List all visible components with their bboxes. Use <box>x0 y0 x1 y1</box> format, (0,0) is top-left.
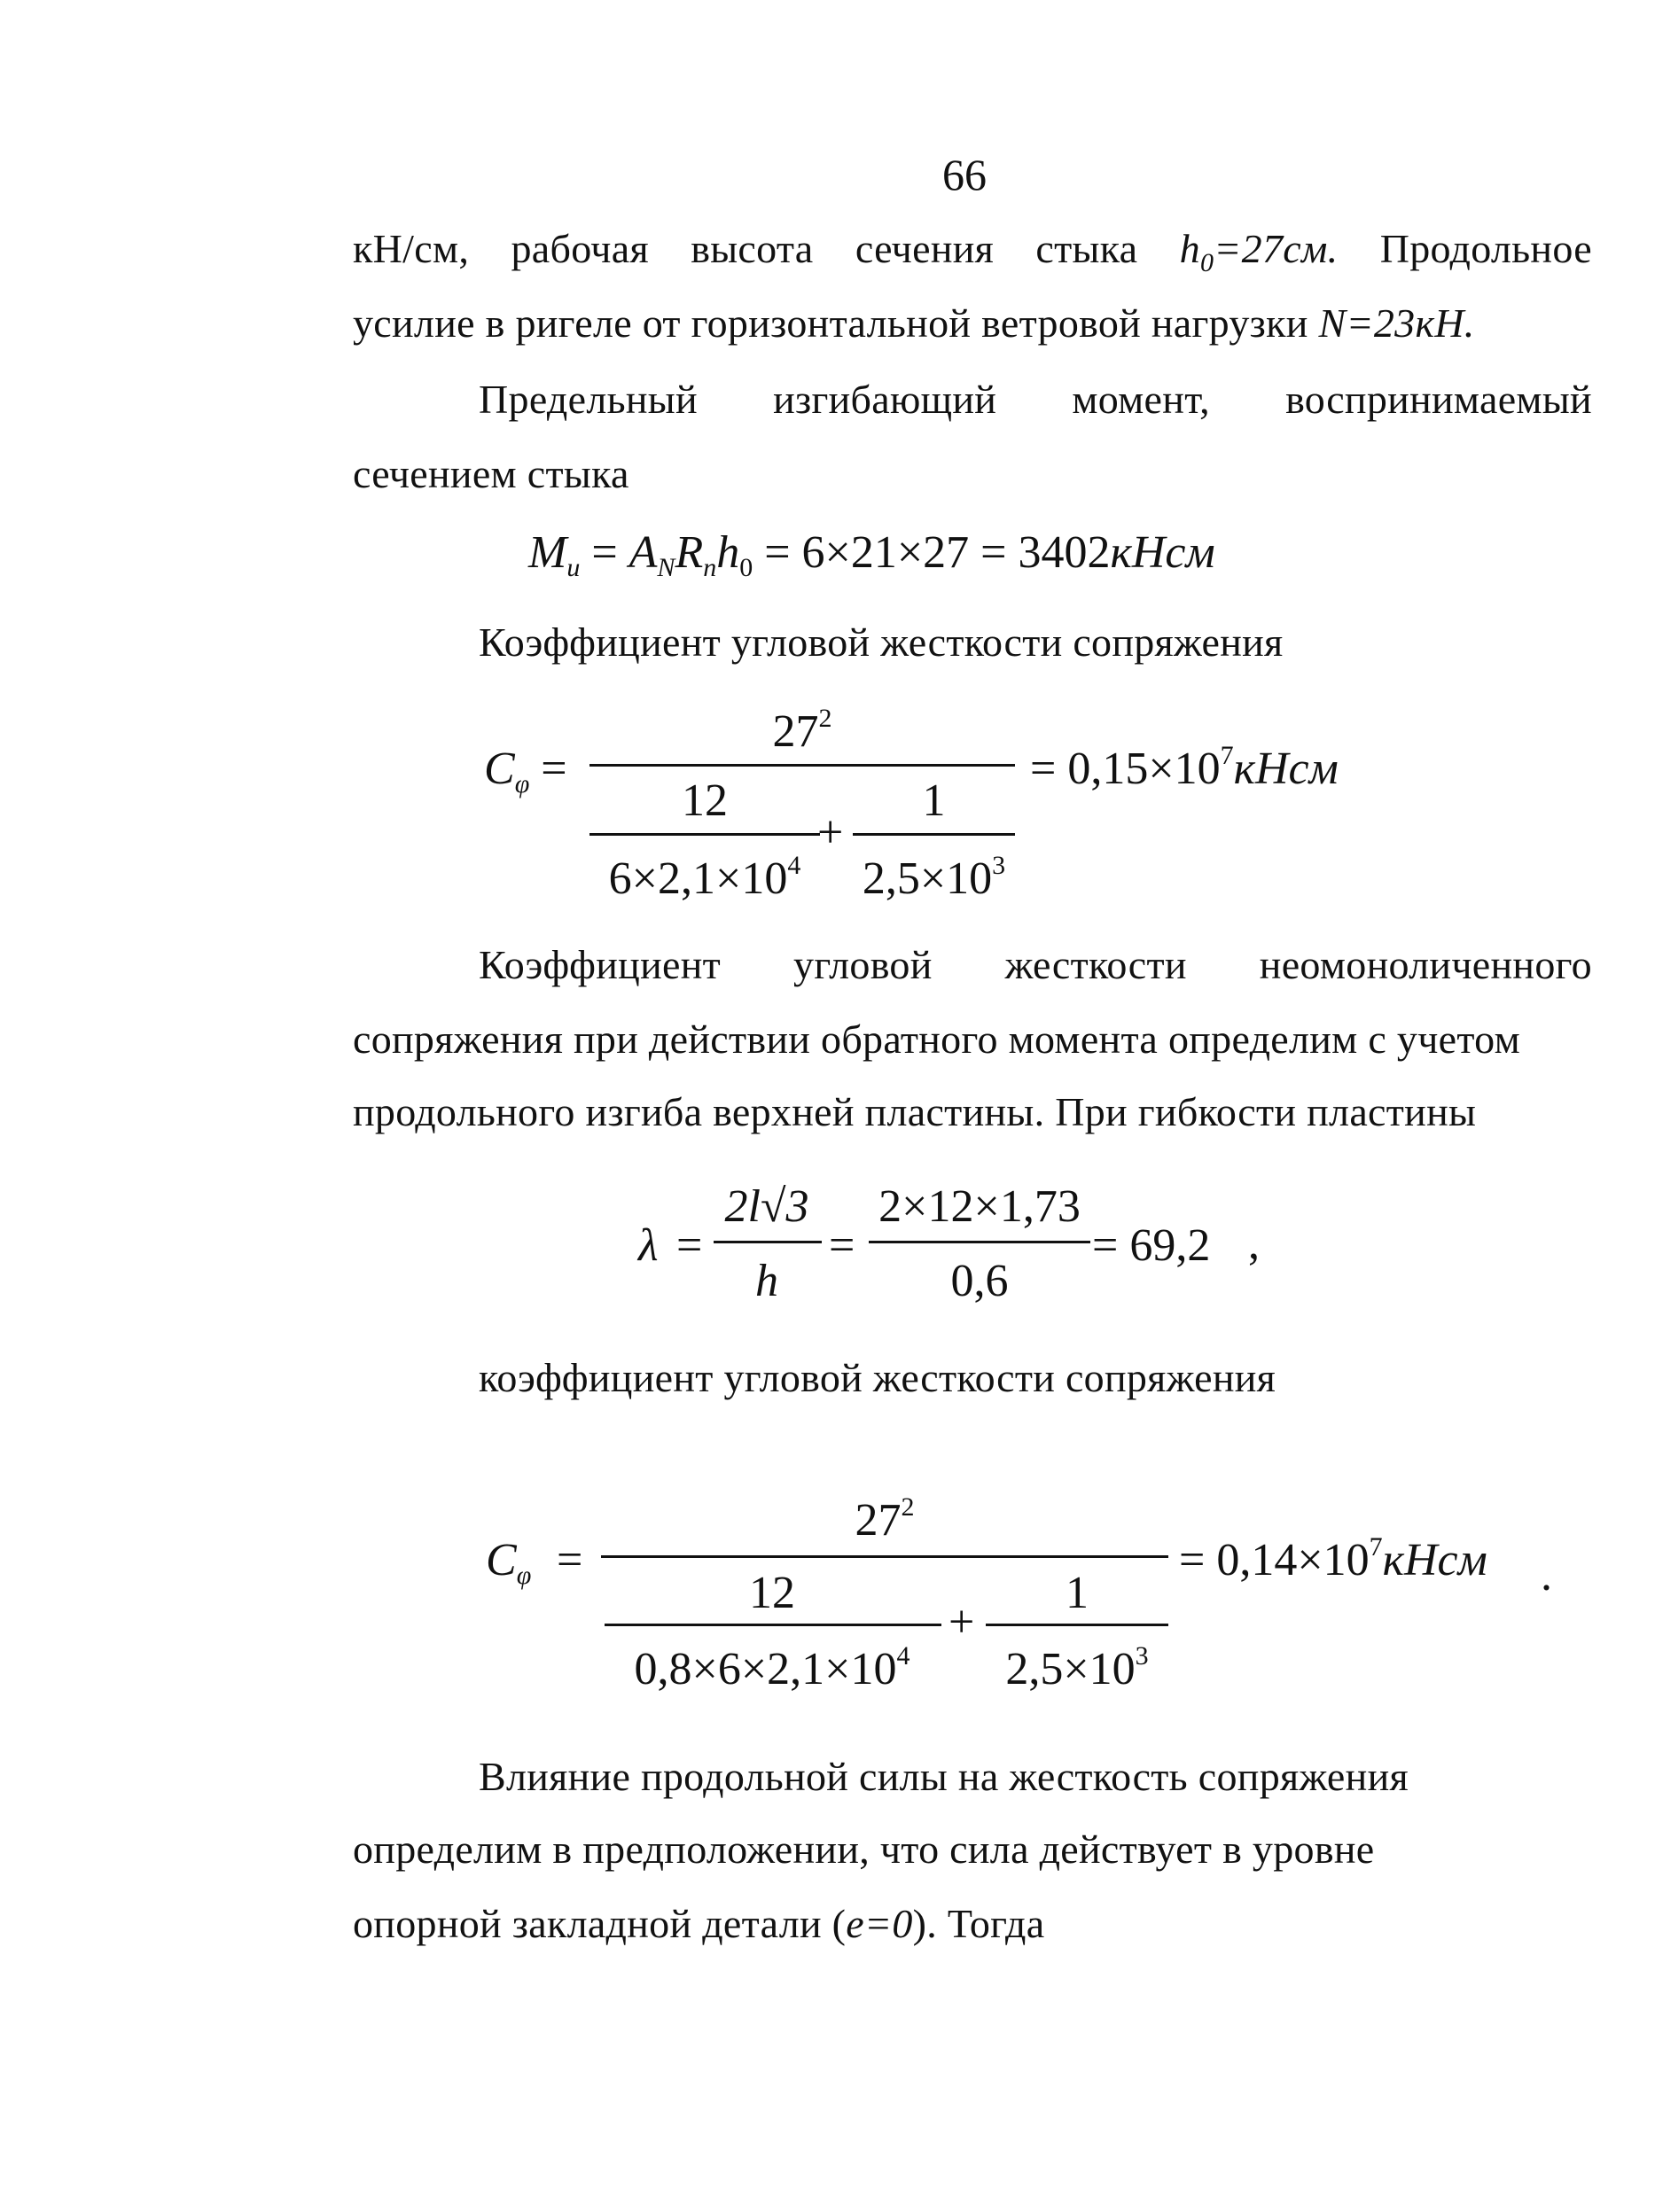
paragraph-1-line-2 <box>353 300 1475 346</box>
paragraph-1-line-1 <box>353 226 1592 277</box>
word: Продольное <box>1379 226 1592 271</box>
term-b-bar <box>986 1624 1168 1626</box>
word: угловой <box>793 942 933 987</box>
word: кН/см, <box>353 226 470 271</box>
paragraph-6-line-2: определим в предположении, что сила действует в уровне <box>353 1826 1375 1872</box>
result-exponent: 7 <box>1369 1532 1383 1562</box>
word: Коэффициент <box>479 942 722 987</box>
word: Предельный <box>479 377 698 422</box>
term-a-denominator <box>603 1641 941 1694</box>
word: момент, <box>1072 377 1210 422</box>
den-exponent: 4 <box>896 1641 910 1671</box>
main-fraction-bar <box>589 764 1015 767</box>
word: воспринимаемый <box>1285 377 1592 422</box>
numerator <box>601 1492 1168 1546</box>
word: рабочая <box>511 226 649 271</box>
result <box>1030 741 1339 794</box>
term-b-numerator: 1 <box>1066 1568 1089 1618</box>
text: ). Тогда <box>912 1901 1045 1946</box>
den-base: 0,8×6×2,1×10 <box>634 1644 897 1694</box>
numerator <box>589 704 1015 757</box>
den-base: 2,5×10 <box>1005 1644 1136 1694</box>
paragraph-5: коэффициент угловой жесткости сопряжения <box>479 1355 1276 1400</box>
equals-1: = <box>676 1220 703 1271</box>
equals: = <box>529 744 567 794</box>
m-symbol: M <box>528 527 567 578</box>
trailing-dot: . <box>1541 1550 1552 1601</box>
unit: кНсм <box>1382 1535 1487 1585</box>
c-symbol: C <box>486 1535 517 1585</box>
term-b-denominator <box>986 1641 1168 1694</box>
equals: = <box>557 1535 583 1585</box>
paragraph-4-line-2: сопряжения при действии обратного момента определим с учетом <box>353 1016 1520 1062</box>
result <box>1179 1532 1487 1585</box>
r-symbol: R <box>675 527 704 578</box>
unit: кНсм <box>1110 527 1215 578</box>
n-value: N=23кН. <box>1318 300 1475 346</box>
c-subscript: φ <box>516 1561 532 1590</box>
den-base: 6×2,1×10 <box>608 853 788 904</box>
main-fraction-bar <box>601 1555 1168 1558</box>
den-exponent: 3 <box>992 851 1006 880</box>
lambda: λ <box>638 1220 659 1271</box>
fraction-2-bar <box>869 1241 1090 1243</box>
equals-2: = <box>829 1220 855 1271</box>
fraction-2-denominator: 0,6 <box>950 1256 1009 1306</box>
paragraph-3: Коэффициент угловой жесткости сопряжения <box>479 619 1284 665</box>
term-a-numerator: 12 <box>749 1568 795 1618</box>
paragraph-4-line-3: продольного изгиба верхней пластины. При гибкости пластины <box>353 1089 1477 1134</box>
term-a-bar <box>605 1624 941 1626</box>
h0-value: =27см. <box>1214 226 1339 271</box>
c-symbol: C <box>484 744 515 794</box>
num-base: 27 <box>772 706 819 757</box>
fraction-1-numerator: 2l√3 <box>724 1181 809 1232</box>
a-subscript: N <box>657 553 675 582</box>
r-subscript: n <box>703 553 717 582</box>
word: неомоноличенного <box>1259 942 1592 987</box>
paragraph-2-line-2: сечением стыка <box>353 451 629 496</box>
text: опорной закладной детали ( <box>353 1901 847 1946</box>
term-b-bar <box>853 833 1015 836</box>
computation: = 6×21×27 = 3402 <box>753 527 1111 578</box>
page-number: 66 <box>942 150 987 199</box>
word: высота <box>691 226 814 271</box>
den-exponent: 4 <box>787 851 801 880</box>
paragraph-2-line-1 <box>479 379 1592 420</box>
den-base: 2,5×10 <box>862 853 993 904</box>
c-subscript: φ <box>514 769 530 798</box>
lambda-symbol <box>638 1220 659 1271</box>
a-symbol: A <box>628 527 658 578</box>
word: стыка <box>1035 226 1138 271</box>
num-exponent: 2 <box>901 1492 915 1522</box>
equation-moment <box>528 527 1215 582</box>
lhs <box>486 1535 532 1590</box>
word: изгибающий <box>773 377 997 422</box>
term-a-bar <box>589 833 820 836</box>
unit: кНсм <box>1233 744 1339 794</box>
term-a-numerator: 12 <box>682 775 728 826</box>
term-a-denominator <box>589 851 820 904</box>
fraction-1-denominator: h <box>755 1256 778 1306</box>
paragraph-6-line-3 <box>353 1901 1045 1946</box>
text: усилие в ригеле от горизонтальной ветровой нагрузки <box>353 300 1319 346</box>
paragraph-6-line-1: Влияние продольной силы на жесткость сопряжения <box>479 1754 1409 1799</box>
term-b-denominator <box>853 851 1015 904</box>
paragraph-4-line-1 <box>479 942 1592 987</box>
lhs <box>484 744 567 798</box>
den-exponent: 3 <box>1135 1641 1149 1671</box>
trailing-comma: , <box>1248 1219 1260 1269</box>
h-symbol: h <box>716 527 740 578</box>
equals: = <box>580 527 629 578</box>
plus: + <box>817 807 844 858</box>
result-value: = 69,2 <box>1092 1220 1211 1271</box>
plus: + <box>949 1597 975 1647</box>
h-symbol: h <box>1179 226 1200 271</box>
result-exponent: 7 <box>1220 741 1234 770</box>
m-subscript: u <box>566 553 581 582</box>
word: сечения <box>855 226 995 271</box>
h0-expression <box>1179 226 1339 277</box>
num-base: 27 <box>855 1495 902 1546</box>
result-value: = 0,15×10 <box>1030 744 1221 794</box>
word: жесткости <box>1004 942 1187 987</box>
result <box>1092 1220 1211 1271</box>
h-subscript: 0 <box>1199 248 1214 277</box>
e-value: e=0 <box>846 1901 913 1946</box>
fraction-1-bar <box>714 1241 822 1243</box>
result-value: = 0,14×10 <box>1179 1535 1370 1585</box>
term-b-numerator: 1 <box>922 775 946 826</box>
h-subscript: 0 <box>739 553 753 582</box>
fraction-2-numerator: 2×12×1,73 <box>878 1181 1081 1232</box>
num-exponent: 2 <box>818 704 832 733</box>
